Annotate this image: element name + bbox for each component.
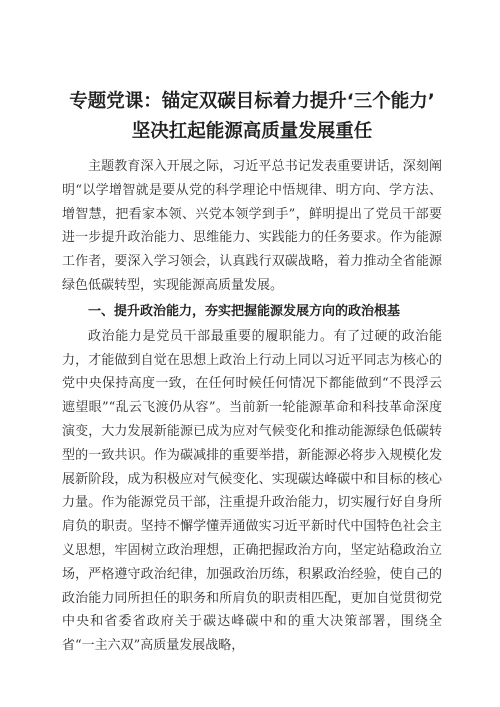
document-title — [62, 88, 442, 145]
title-line-2: 坚决扛起能源高质量发展重任 — [131, 121, 373, 142]
body-paragraph: 政治能力是党员干部最重要的履职能力。有了过硬的政治能力，才能做到自觉在思想上政治上行动上同以习近平同志为核心的党中央保持高度一致，在任何时候任何情况下都能做到“不畏浮云遮望眼”“乱云飞渡仍从容”。当前新一轮能源革命和科技革命深度演变，大力发展新能源已成为应对气候变化和推动能源绿色低碳转型的一致共识。作为碳减排的重要举措，新能源必将步入规模化发展新阶段，成为积极应对气候变化、实现碳达峰碳中和目标的核心力量。作为能源党员干部，注重提升政治能力，切实履行好自身所肩负的职责。坚持不懈学懂弄通做实习近平新时代中国特色社会主义思想，牢固树立政治理想，正确把握政治方向，坚定站稳政治立场，严格遵守政治纪律，加强政治历练，积累政治经验，使自己的政治能力同所担任的职务和所肩负的职责相匹配，更加自觉贯彻党中央和省委省政府关于碳达峰碳中和的重大决策部署，围绕全省“一主六双”高质量发展战略， — [62, 328, 442, 654]
section-heading-1: 一、提升政治能力，夯实把握能源发展方向的政治根基 — [88, 303, 401, 319]
title-line-1: 专题党课：锚定双碳目标着力提升‘三个能力’ — [69, 91, 435, 112]
intro-paragraph: 主题教育深入开展之际，习近平总书记发表重要讲话，深刻阐明“以学增智就是要从党的科学理论中悟规律、明方向、学方法、增智慧，把看家本领、兴党本领学到手”，鲜明提出了党员干部要进一步提升政治能力、思维能力、实践能力的任务要求。作为能源工作者，要深入学习领会，认真践行双碳战略，着力推动全省能源绿色低碳转型，实现能源高质量发展。 — [62, 159, 442, 293]
